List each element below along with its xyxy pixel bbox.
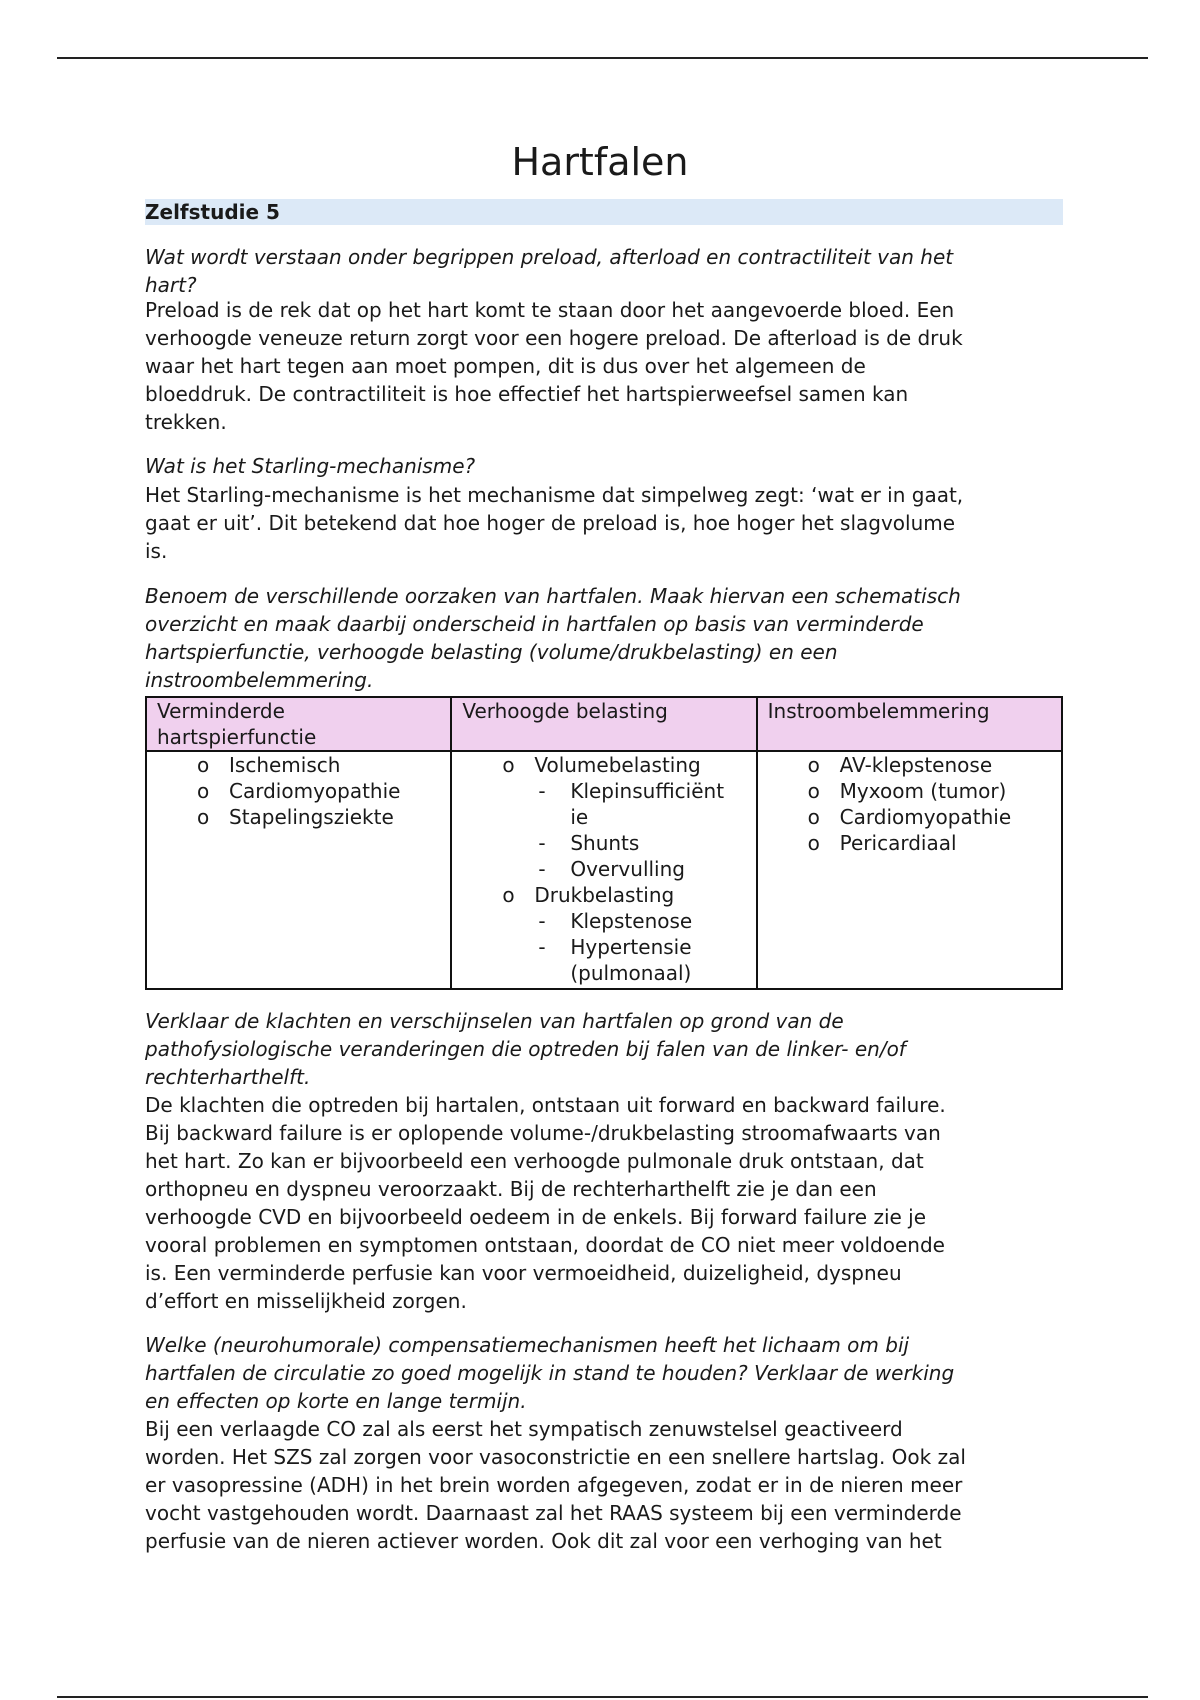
- table-header: Verminderde hartspierfunctie: [146, 697, 451, 751]
- list-item: o Cardiomyopathie: [197, 779, 401, 803]
- sub-list-item: - Klepinsufficiënt ie: [538, 779, 725, 829]
- table-cell: [146, 751, 451, 989]
- list-item: o Myxoom (tumor): [807, 779, 1007, 803]
- question-1: Wat wordt verstaan onder begrippen preload, afterload en contractiliteit van het hart?: [145, 245, 954, 297]
- causes-table: [145, 696, 1063, 990]
- header-rule: [57, 57, 1148, 59]
- table-header: Instroombelemmering: [757, 697, 1062, 751]
- page-title: Hartfalen: [511, 140, 689, 184]
- question-2: Wat is het Starling-mechanisme?: [145, 454, 476, 478]
- answer-2: Het Starling-mechanisme is het mechanisme dat simpelweg zegt: ‘wat er in gaat, gaat er uit’. Dit betekend dat hoe hoger de preload is, hoe hoger het slagvolume is.: [145, 483, 964, 563]
- list-item: o Cardiomyopathie: [807, 805, 1012, 829]
- table-cell: [757, 751, 1062, 989]
- sub-list-item: - Shunts: [538, 831, 640, 855]
- sub-list-item: - Overvulling: [538, 857, 685, 881]
- section-heading: Zelfstudie 5: [145, 199, 1063, 225]
- answer-5: Bij een verlaagde CO zal als eerst het sympatisch zenuwstelsel geactiveerd worden. Het SZS zal zorgen voor vasoconstrictie en een snellere hartslag. Ook zal er vasopressine (ADH) in het brein worden afgegeven, zodat er in de nieren meer vocht vastgehouden wordt. Daarnaast zal het RAAS systeem bij een verminderde perfusie van de nieren actiever worden. Ook dit zal voor een verhoging van het: [145, 1417, 966, 1553]
- answer-1: Preload is de rek dat op het hart komt te staan door het aangevoerde bloed. Een verhoogde veneuze return zorgt voor een hogere preload. De afterload is de druk waar het hart tegen aan moet pompen, dit is dus over het algemeen de bloeddruk. De contractiliteit is hoe effectief het hartspierweefsel samen kan trekken.: [145, 298, 963, 434]
- table-cell: [451, 751, 756, 989]
- sub-list-item: - Klepstenose: [538, 909, 693, 933]
- list-item: o Stapelingsziekte: [197, 805, 394, 829]
- list-item: o Drukbelasting: [502, 883, 675, 907]
- list-item: o Pericardiaal: [807, 831, 957, 855]
- answer-4: De klachten die optreden bij hartalen, ontstaan uit forward en backward failure. Bij backward failure is er oplopende volume-/drukbelasting stroomafwaarts van het hart. Zo kan er bijvoorbeeld een verhoogde pulmonale druk ontstaan, dat orthopneu en dyspneu veroorzaakt. Bij de rechterharthelft zie je dan een verhoogde CVD en bijvoorbeeld oedeem in de enkels. Bij forward failure zie je vooral problemen en symptomen ontstaan, doordat de CO niet meer voldoende is. Een verminderde perfusie kan voor vermoeidheid, duizeligheid, dyspneu d’effort en misselijkheid zorgen.: [145, 1093, 946, 1313]
- sub-list-item: - Hypertensie (pulmonaal): [538, 935, 692, 985]
- question-5: Welke (neurohumorale) compensatiemechanismen heeft het lichaam om bij hartfalen de circulatie zo goed mogelijk in stand te houden? Verklaar de werking en effecten op korte en lange termijn.: [145, 1333, 955, 1413]
- list-item: o Ischemisch: [197, 753, 341, 777]
- footer-rule: [57, 1696, 1148, 1698]
- list-item: o Volumebelasting: [502, 753, 701, 777]
- question-4: Verklaar de klachten en verschijnselen van hartfalen op grond van de pathofysiologische veranderingen die optreden bij falen van de linker- en/of rechterharthelft.: [145, 1009, 906, 1089]
- question-3: Benoem de verschillende oorzaken van hartfalen. Maak hiervan een schematisch overzicht en maak daarbij onderscheid in hartfalen op basis van verminderde hartspierfunctie, verhoogde belasting (volume/drukbelasting) en een instroombelemmering.: [145, 584, 961, 692]
- table-header: Verhoogde belasting: [451, 697, 756, 751]
- list-item: o AV-klepstenose: [807, 753, 993, 777]
